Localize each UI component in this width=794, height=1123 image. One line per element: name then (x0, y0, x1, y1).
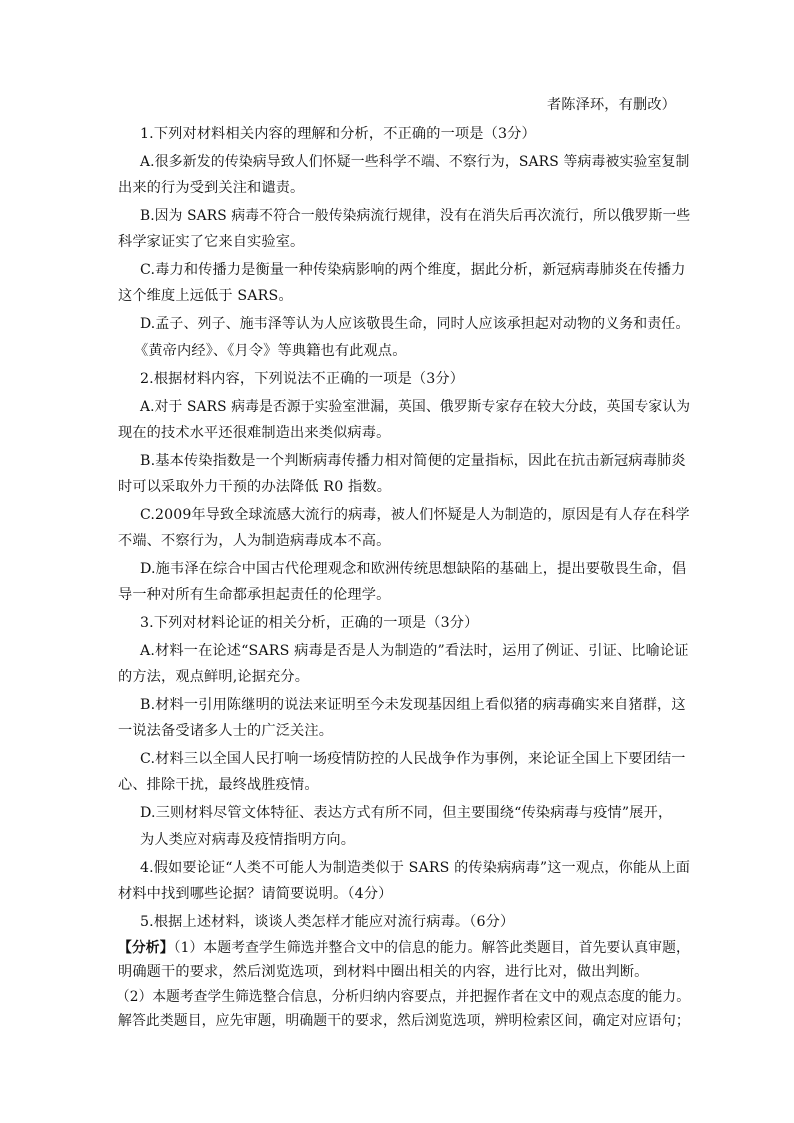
q2-option-b-line2: 时可以采取外力干预的办法降低 R0 指数。 (118, 479, 392, 495)
q1-option-b-line2: 科学家证实了它来自实验室。 (118, 234, 305, 250)
analysis-paragraph-1-line1 (118, 938, 690, 958)
q2-option-a-line2: 现在的技术水平还很难制造出来类似病毒。 (118, 425, 391, 441)
question-4-line1: 4.假如要论证“人类不可能人为制造类似于 SARS 的传染病病毒”这一观点，你能从上面 (140, 860, 691, 876)
source-line: 者陈泽环，有删改） (546, 97, 676, 113)
question-3-stem: 3.下列对材料论证的相关分析，正确的一项是（3分） (140, 615, 479, 631)
q3-option-d-line2: 为人类应对病毒及疫情指明方向。 (140, 832, 356, 848)
q3-option-b-line1: B.材料一引用陈继明的说法来证明至今未发现基因组上看似猪的病毒确实来自猪群，这 (140, 697, 686, 713)
q3-option-c-line1: C.材料三以全国人民打响一场疫情防控的人民战争作为事例，来论证全国上下要团结一 (140, 751, 686, 767)
q1-option-b-line1: B.因为 SARS 病毒不符合一般传染病流行规律，没有在消失后再次流行，所以俄罗斯一些 (140, 208, 691, 224)
analysis-paragraph-2-line1: （2）本题考查学生筛选整合信息，分析归纳内容要点，并把握作者在文中的观点态度的能力。 (116, 989, 691, 1005)
q2-option-c-line2: 不端、不察行为，人为制造病毒成本不高。 (118, 533, 391, 549)
question-5: 5.根据上述材料，谈谈人类怎样才能应对流行病毒。（6分） (140, 914, 515, 930)
q2-option-d-line1: D.施韦泽在综合中国古代伦理观念和欧洲传统思想缺陷的基础上，提出要敬畏生命，倡 (140, 561, 687, 577)
analysis-paragraph-2-line2: 解答此类题目，应先审题，明确题干的要求，然后浏览选项，辨明检索区间，确定对应语句； (118, 1013, 690, 1029)
q3-option-c-line2: 心、排除干扰，最终战胜疫情。 (118, 777, 319, 793)
q1-option-a-line2: 出来的行为受到关注和谴责。 (118, 180, 305, 196)
analysis-tag: 【分析】 (118, 940, 174, 956)
q2-option-a-line1: A.对于 SARS 病毒是否源于实验室泄漏，英国、俄罗斯专家存在较大分歧，英国专家认为 (140, 399, 691, 415)
q2-option-b-line1: B.基本传染指数是一个判断病毒传播力相对简便的定量指标，因此在抗击新冠病毒肺炎 (140, 453, 686, 469)
q3-option-d-line1: D.三则材料尽管文体特征、表达方式有所不同，但主要围绕“传染病毒与疫情”展开， (140, 805, 673, 821)
analysis-p1-text: （1）本题考查学生筛选并整合文中的信息的能力。解答此类题目，首先要认真审题， (173, 940, 690, 956)
q3-option-b-line2: 一说法备受诸多人士的广泛关注。 (118, 723, 334, 739)
q2-option-d-line2: 导一种对所有生命都承担起责任的伦理学。 (118, 587, 391, 603)
q1-option-a-line1: A.很多新发的传染病导致人们怀疑一些科学不端、不察行为，SARS 等病毒被实验室复制 (140, 154, 690, 170)
analysis-paragraph-1-line2: 明确题干的要求，然后浏览选项，到材料中圈出相关的内容，进行比对，做出判断。 (118, 964, 649, 980)
question-4-line2: 材料中找到哪些论据？请简要说明。（4分） (118, 886, 393, 902)
q1-option-c-line1: C.毒力和传播力是衡量一种传染病影响的两个维度，据此分析，新冠病毒肺炎在传播力 (140, 262, 686, 278)
q3-option-a-line1: A.材料一在论述“SARS 病毒是否是人为制造的”看法时，运用了例证、引证、比喻论证 (140, 643, 689, 659)
q1-option-d-line2: 《黄帝内经》、《月令》等典籍也有此观点。 (134, 343, 407, 359)
question-2-stem: 2.根据材料内容，下列说法不正确的一项是（3分） (140, 371, 465, 387)
q1-option-d-line1: D.孟子、列子、施韦泽等认为人应该敬畏生命，同时人应该承担起对动物的义务和责任。 (140, 316, 690, 332)
question-1-stem: 1.下列对材料相关内容的理解和分析，不正确的一项是（3分） (140, 126, 536, 142)
q1-option-c-line2: 这个维度上远低于 SARS。 (118, 288, 293, 304)
q2-option-c-line1: C.2009年导致全球流感大流行的病毒，被人们怀疑是人为制造的，原因是有人存在科学 (140, 507, 690, 523)
q3-option-a-line2: 的方法，观点鲜明,论据充分。 (118, 669, 310, 685)
